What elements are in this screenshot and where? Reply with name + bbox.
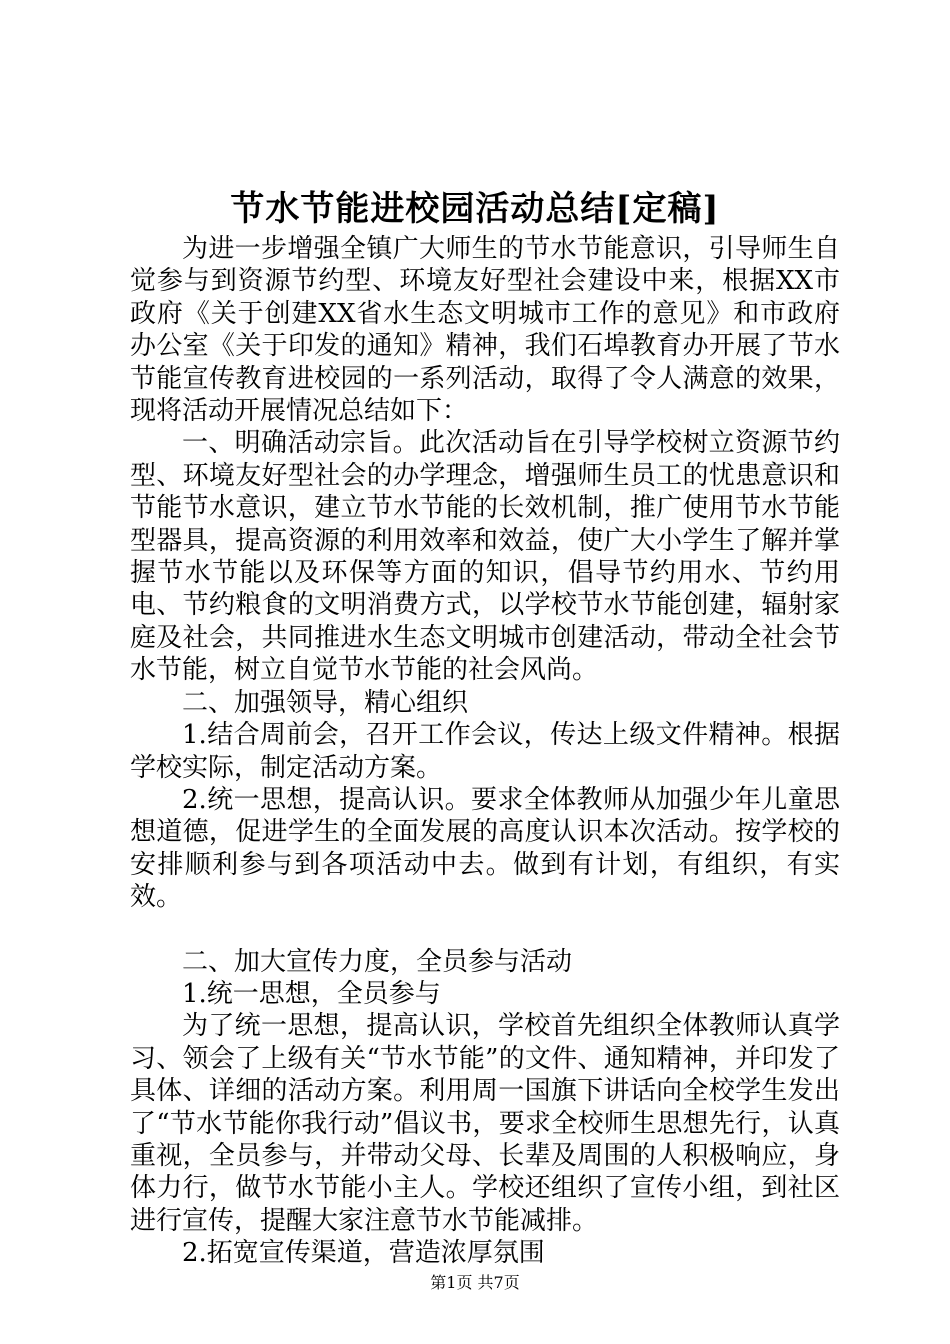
paragraph-item-1: 1.结合周前会，召开工作会议，传达上级文件精神。根据学校实际，制定活动方案。 (130, 720, 840, 783)
document-title: 节水节能进校园活动总结[定稿] (230, 189, 720, 229)
paragraph-spacer (130, 914, 840, 946)
document-body (130, 233, 840, 1270)
paragraph-section-1: 一、明确活动宗旨。此次活动旨在引导学校树立资源节约型、环境友好型社会的办学理念，增强师生员工的忧患意识和节能节水意识，建立节水节能的长效机制，推广使用节水节能型器具，提高资源的利用效率和效益，使广大小学生了解并掌握节水节能以及环保等方面的知识，倡导节约用水、节约用电、节约粮食的文明消费方式，以学校节水节能创建，辐射家庭及社会，共同推进水生态文明城市创建活动，带动全社会节水节能，树立自觉节水节能的社会风尚。 (130, 428, 840, 686)
subheading-broaden-channels: 2.拓宽宣传渠道，营造浓厚氛围 (182, 1238, 545, 1269)
heading-leadership: 二、加强领导，精心组织 (182, 687, 469, 718)
subheading-unify-thinking: 1.统一思想，全员参与 (182, 978, 441, 1009)
paragraph-unify-thinking: 为了统一思想，提高认识，学校首先组织全体教师认真学习、领会了上级有关“节水节能”的文件、通知精神，并印发了具体、详细的活动方案。利用周一国旗下讲话向全校学生发出了“节水节能你我行动”倡议书，要求全校师生思想先行，认真重视，全员参与，并带动父母、长辈及周围的人积极响应，身体力行，做节水节能小主人。学校还组织了宣传小组，到社区进行宣传，提醒大家注意节水节能减排。 (130, 1011, 840, 1236)
paragraph-intro: 为进一步增强全镇广大师生的节水节能意识，引导师生自觉参与到资源节约型、环境友好型社会建设中来，根据XX市政府《关于创建XX省水生态文明城市工作的意见》和市政府办公室《关于印发的通知》精神，我们石埠教育办开展了节水节能宣传教育进校园的一系列活动，取得了令人满意的效果，现将活动开展情况总结如下： (130, 234, 840, 427)
heading-publicity: 二、加大宣传力度，全员参与活动 (182, 946, 573, 977)
page-footer: 第1页 共7页 (430, 1273, 520, 1292)
paragraph-item-2: 2.统一思想，提高认识。要求全体教师从加强少年儿童思想道德，促进学生的全面发展的高度认识本次活动。按学校的安排顺利参与到各项活动中去。做到有计划，有组织，有实效。 (130, 784, 840, 913)
